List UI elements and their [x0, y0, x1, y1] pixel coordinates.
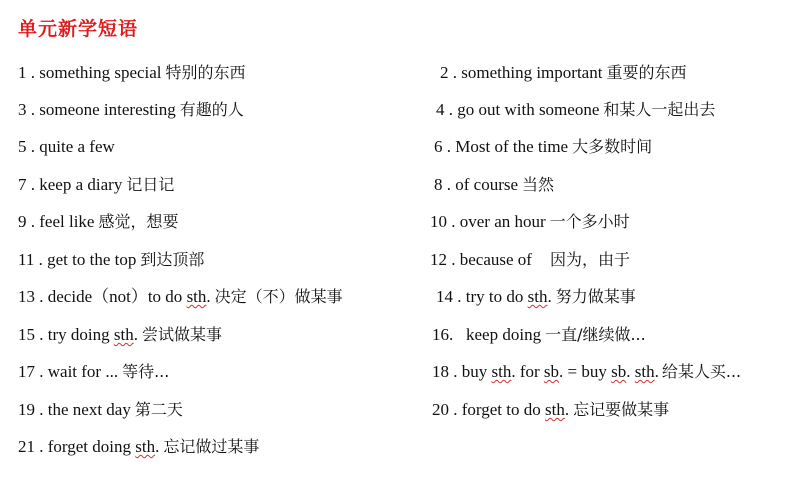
- phrase-item: [18, 362, 169, 382]
- phrase-chinese: 等待...: [122, 362, 170, 381]
- phrase-item: [432, 400, 669, 420]
- phrase-english: 1 . something special: [18, 63, 162, 82]
- phrase-chinese: 一直/继续做...: [545, 325, 646, 344]
- phrase-english-part: .: [654, 362, 659, 381]
- phrase-english-part: 15 . try doing: [18, 325, 114, 344]
- phrase-item: [18, 437, 259, 457]
- phrase-english: 11 . get to the top: [18, 250, 137, 269]
- phrase-item: [18, 325, 222, 345]
- phrase-item: [432, 325, 646, 345]
- abbreviation-sth: sth: [527, 287, 548, 306]
- phrase-chinese: 重要的东西: [606, 63, 687, 82]
- phrase-english: 4 . go out with someone: [436, 100, 600, 119]
- abbreviation-sth: sth: [135, 437, 156, 456]
- phrase-english: 6 . Most of the time: [434, 137, 569, 156]
- phrase-english: 3 . someone interesting: [18, 100, 176, 119]
- phrase-english-part: 18 . buy: [432, 362, 492, 381]
- phrase-english: 5 . quite a few: [18, 137, 115, 156]
- phrase-item: [440, 63, 686, 83]
- abbreviation-sth: sth: [113, 325, 134, 344]
- page-title: 单元新学短语: [18, 18, 139, 40]
- phrase-item: [434, 175, 554, 195]
- abbreviation-sth: sth: [634, 362, 655, 381]
- phrase-english: 8 . of course: [434, 175, 519, 194]
- phrase-english-part: 21 . forget doing: [18, 437, 136, 456]
- phrase-chinese: 到达顶部: [140, 250, 205, 269]
- phrase-english-part: .: [133, 325, 138, 344]
- phrase-chinese: 感觉，想要: [98, 212, 179, 231]
- phrase-english-part: .: [547, 287, 552, 306]
- phrase-english-part: . = buy: [559, 362, 612, 381]
- phrase-english-part: 14 . try to do: [436, 287, 528, 306]
- phrase-item: [18, 137, 119, 157]
- phrase-chinese: 一个多小时: [549, 212, 630, 231]
- phrase-chinese: 有趣的人: [179, 100, 244, 119]
- phrase-english: 17 . wait for ...: [18, 362, 119, 381]
- phrase-english-part: 13 . decide（not）to do: [18, 287, 187, 306]
- phrase-item: [18, 212, 178, 232]
- phrase-chinese: 当然: [522, 175, 555, 194]
- phrase-english: 19 . the next day: [18, 400, 131, 419]
- abbreviation-sb: sb: [543, 362, 560, 381]
- phrase-item: [430, 212, 630, 232]
- abbreviation-sb: sb: [611, 362, 627, 381]
- phrase-english: 7 . keep a diary: [18, 175, 123, 194]
- phrase-chinese: 尝试做某事: [141, 325, 222, 344]
- phrase-chinese: 记日记: [126, 175, 175, 194]
- phrase-item: [18, 175, 174, 195]
- phrase-item: [18, 100, 244, 120]
- phrase-item: [18, 287, 343, 307]
- phrase-item: [434, 137, 652, 157]
- phrase-chinese: 特别的东西: [165, 63, 246, 82]
- phrase-chinese: 努力做某事: [555, 287, 636, 306]
- abbreviation-sth: sth: [545, 400, 565, 419]
- phrase-english-part: 20 . forget to do: [432, 400, 546, 419]
- phrase-english-part: .: [564, 400, 570, 419]
- phrase-item: [18, 250, 204, 270]
- phrase-chinese: 决定（不）做某事: [214, 287, 343, 306]
- phrase-chinese: 忘记做过某事: [163, 437, 260, 456]
- phrase-english-part: .: [626, 362, 635, 381]
- abbreviation-sth: sth: [491, 362, 512, 381]
- phrase-english-part: . for: [511, 362, 544, 381]
- phrase-item: [18, 400, 183, 420]
- phrase-item: [430, 250, 630, 270]
- phrase-item: [432, 362, 741, 382]
- phrase-english: 9 . feel like: [18, 212, 95, 231]
- phrase-english: 12 . because of: [430, 250, 532, 269]
- phrase-chinese: 和某人一起出去: [603, 100, 716, 119]
- phrase-english-part: .: [155, 437, 160, 456]
- phrase-chinese: 大多数时间: [572, 137, 653, 156]
- abbreviation-sth: sth: [186, 287, 207, 306]
- phrase-chinese: 因为，由于: [549, 250, 630, 269]
- phrase-english: 2 . something important: [440, 63, 603, 82]
- phrase-item: [436, 100, 715, 120]
- phrase-chinese: 给某人买...: [661, 362, 742, 381]
- phrase-chinese: 忘记要做某事: [573, 400, 670, 419]
- phrase-english: 10 . over an hour: [430, 212, 546, 231]
- phrase-item: [436, 287, 636, 307]
- phrase-chinese: 第二天: [134, 400, 183, 419]
- phrase-english-part: .: [206, 287, 211, 306]
- phrase-item: [18, 63, 246, 83]
- phrase-english: 16. keep doing: [432, 325, 542, 344]
